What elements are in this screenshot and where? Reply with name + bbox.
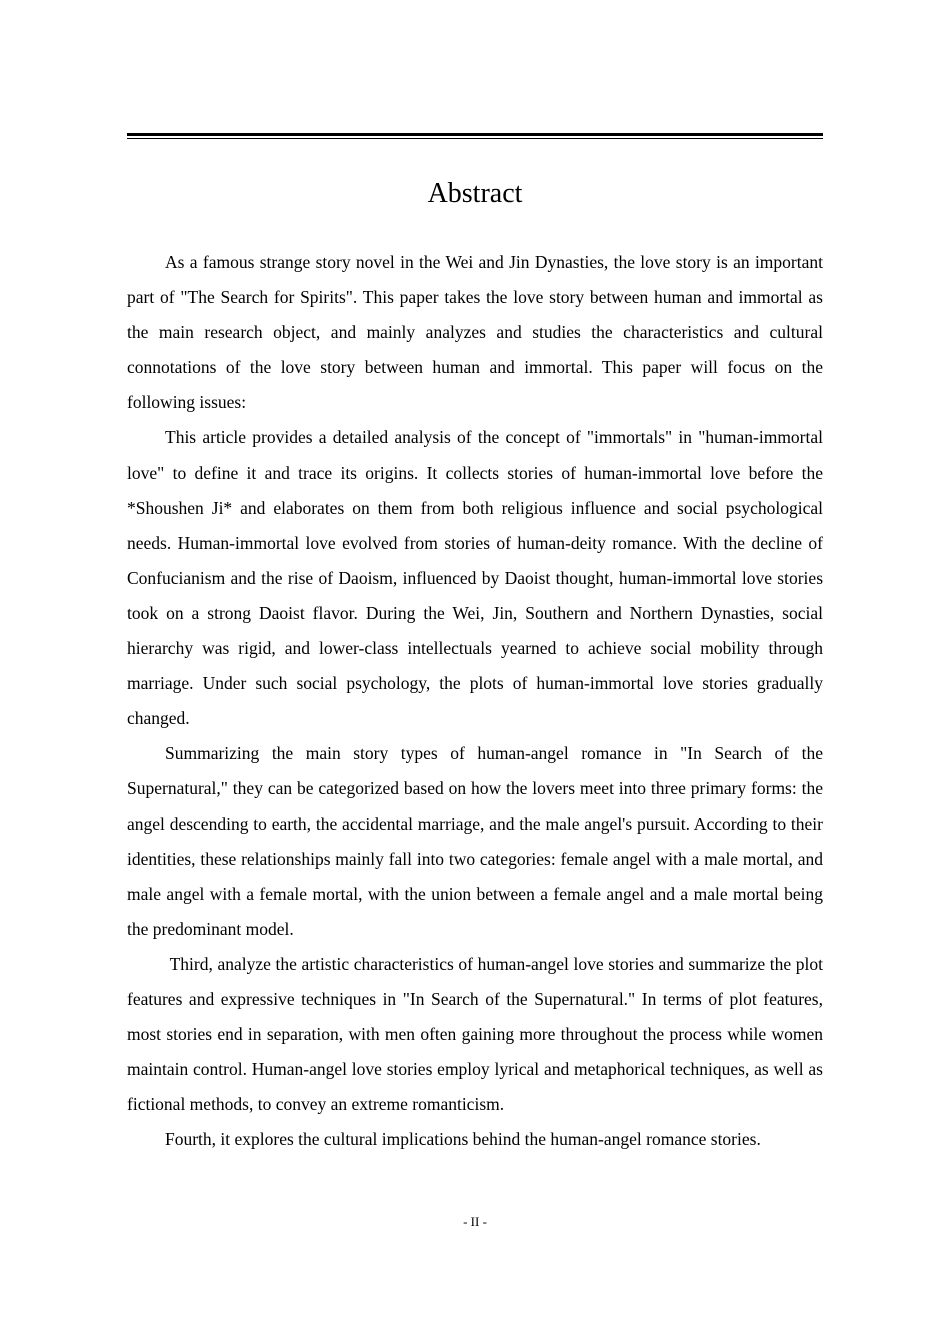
abstract-paragraph-3: Summarizing the main story types of human-angel romance in "In Search of the Supernatural," they can be categorized based on how the lovers meet into three primary forms: the angel descending to earth, the accidental marriage, and the male angel's pursuit. According to their identities, these relationships mainly fall into two categories: female angel with a male mortal, and male angel with a female mortal, with the union between a female angel and a male mortal being the predominant model. [127,743,823,939]
abstract-paragraph-5: Fourth, it explores the cultural implications behind the human-angel romance stories. [165,1129,761,1150]
page-number: - II - [463,1214,487,1229]
page-title: Abstract [427,178,523,209]
header-rule-thin [127,138,823,139]
header-rule-thick [127,133,823,136]
abstract-paragraph-1: As a famous strange story novel in the Wei and Jin Dynasties, the love story is an important part of "The Search for Spirits". This paper takes the love story between human and immortal as the main research object, and mainly analyzes and studies the characteristics and cultural connotations of the love story between human and immortal. This paper will focus on the following issues: [127,252,823,413]
abstract-paragraph-4: Third, analyze the artistic characteristics of human-angel love stories and summarize the plot features and expressive techniques in "In Search of the Supernatural." In terms of plot features, most stories end in separation, with men often gaining more throughout the process while women maintain control. Human-angel love stories employ lyrical and metaphorical techniques, as well as fictional methods, to convey an extreme romanticism. [127,953,828,1115]
abstract-paragraph-2: This article provides a detailed analysis of the concept of "immortals" in "human-immortal love" to define it and trace its origins. It collects stories of human-immortal love before the *Shoushen Ji* and elaborates on them from both religious influence and social psychological needs. Human-immortal love evolved from stories of human-deity romance. With the decline of Confucianism and the rise of Daoism, influenced by Daoist thought, human-immortal love stories took on a strong Daoist flavor. During the Wei, Jin, Southern and Northern Dynasties, social hierarchy was rigid, and lower-class intellectuals yearned to achieve social mobility through marriage. Under such social psychology, the plots of human-immortal love stories gradually changed. [127,427,823,729]
abstract-body [127,245,828,1157]
